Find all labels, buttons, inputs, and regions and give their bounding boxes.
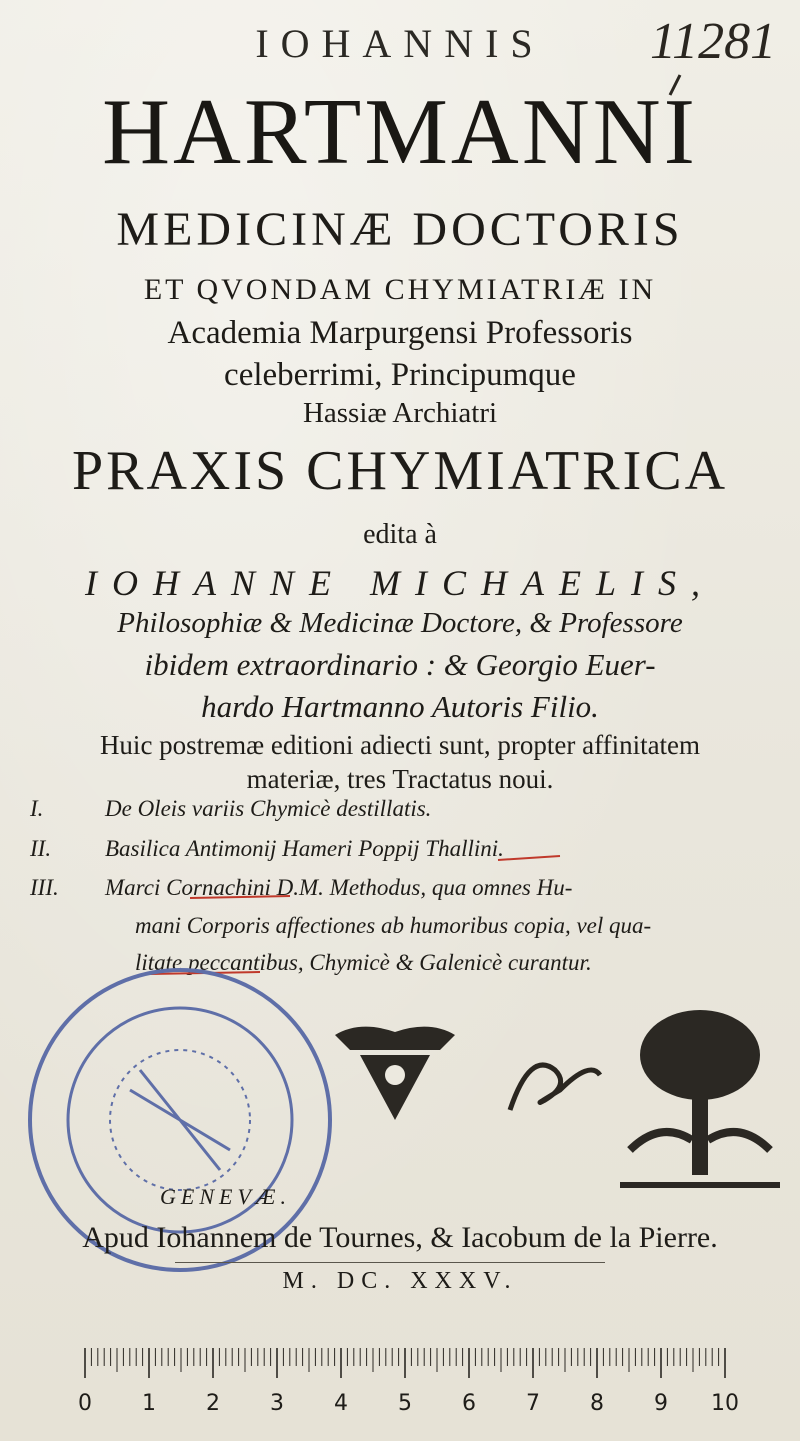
materiae-line: materiæ, tres Tractatus noui. bbox=[246, 764, 554, 794]
ruler-label: 9 bbox=[654, 1391, 668, 1416]
printers-ornament bbox=[325, 1020, 465, 1130]
tractatus-number: III. bbox=[30, 875, 59, 900]
ruler-label: 6 bbox=[462, 1391, 476, 1416]
shelfmark-text: 11281 bbox=[650, 13, 777, 70]
editor-titles: Philosophiæ & Medicinæ Doctore, & Professore bbox=[117, 607, 683, 639]
ruler-label: 5 bbox=[398, 1391, 412, 1416]
tractatus-text: De Oleis variis Chymicè destillatis. bbox=[105, 796, 432, 821]
ruler-label: 10 bbox=[711, 1391, 739, 1416]
ibidem-line: ibidem extraordinario : & Georgio Euer- bbox=[144, 647, 656, 682]
divider-rule bbox=[175, 1262, 605, 1263]
hardo-line: hardo Hartmanno Autoris Filio. bbox=[201, 689, 599, 724]
handwritten-signature bbox=[500, 1030, 610, 1120]
ruler-label: 4 bbox=[334, 1391, 348, 1416]
author-post: ET QVONDAM CHYMIATRIÆ IN bbox=[143, 273, 657, 306]
tractatus-text: Basilica Antimonij Hameri Poppij Thallini. bbox=[105, 836, 504, 861]
ruler-label: 0 bbox=[78, 1391, 92, 1416]
printers-device-tree bbox=[600, 1000, 800, 1210]
ruler-label: 8 bbox=[590, 1391, 604, 1416]
ruler-label: 3 bbox=[270, 1391, 284, 1416]
author-first-name: IOHANNIS bbox=[255, 21, 545, 66]
academy-line: Academia Marpurgensi Professoris bbox=[167, 315, 633, 351]
ruler-label: 2 bbox=[206, 1391, 220, 1416]
tractatus-cont-text: litate peccantibus, Chymicè & Galenicè curantur. bbox=[135, 950, 592, 975]
imprint-line: Apud Iohannem de Tournes, & Iacobum de la Pierre. bbox=[82, 1221, 718, 1254]
measuring-ruler bbox=[78, 1348, 739, 1428]
work-title: PRAXIS CHYMIATRICA bbox=[71, 440, 729, 502]
tractatus-text: Marci Cornachini D.M. Methodus, qua omnes Hu- bbox=[105, 875, 573, 900]
publication-year: M. DC. XXXV. bbox=[282, 1268, 518, 1294]
hassia-line: Hassiæ Archiatri bbox=[302, 397, 498, 429]
tractatus-number: I. bbox=[30, 796, 44, 821]
tractatus-number: II. bbox=[30, 836, 52, 861]
ruler-label: 1 bbox=[142, 1391, 156, 1416]
edita-line: edita à bbox=[363, 519, 437, 550]
tractatus-cont-text: mani Corporis affectiones ab humoribus copia, vel qua- bbox=[135, 913, 652, 938]
author-degree: MEDICINÆ DOCTORIS bbox=[116, 203, 684, 256]
huic-line: Huic postremæ editioni adiecti sunt, propter affinitatem bbox=[99, 730, 701, 760]
editor-name: IOHANNE MICHAELIS, bbox=[85, 563, 715, 603]
celebrated-line: celeberrimi, Principumque bbox=[224, 357, 576, 393]
author-last-name: HARTMANNI bbox=[102, 80, 698, 184]
ruler-label: 7 bbox=[526, 1391, 540, 1416]
place-of-publication: GENEVÆ. bbox=[160, 1184, 291, 1209]
